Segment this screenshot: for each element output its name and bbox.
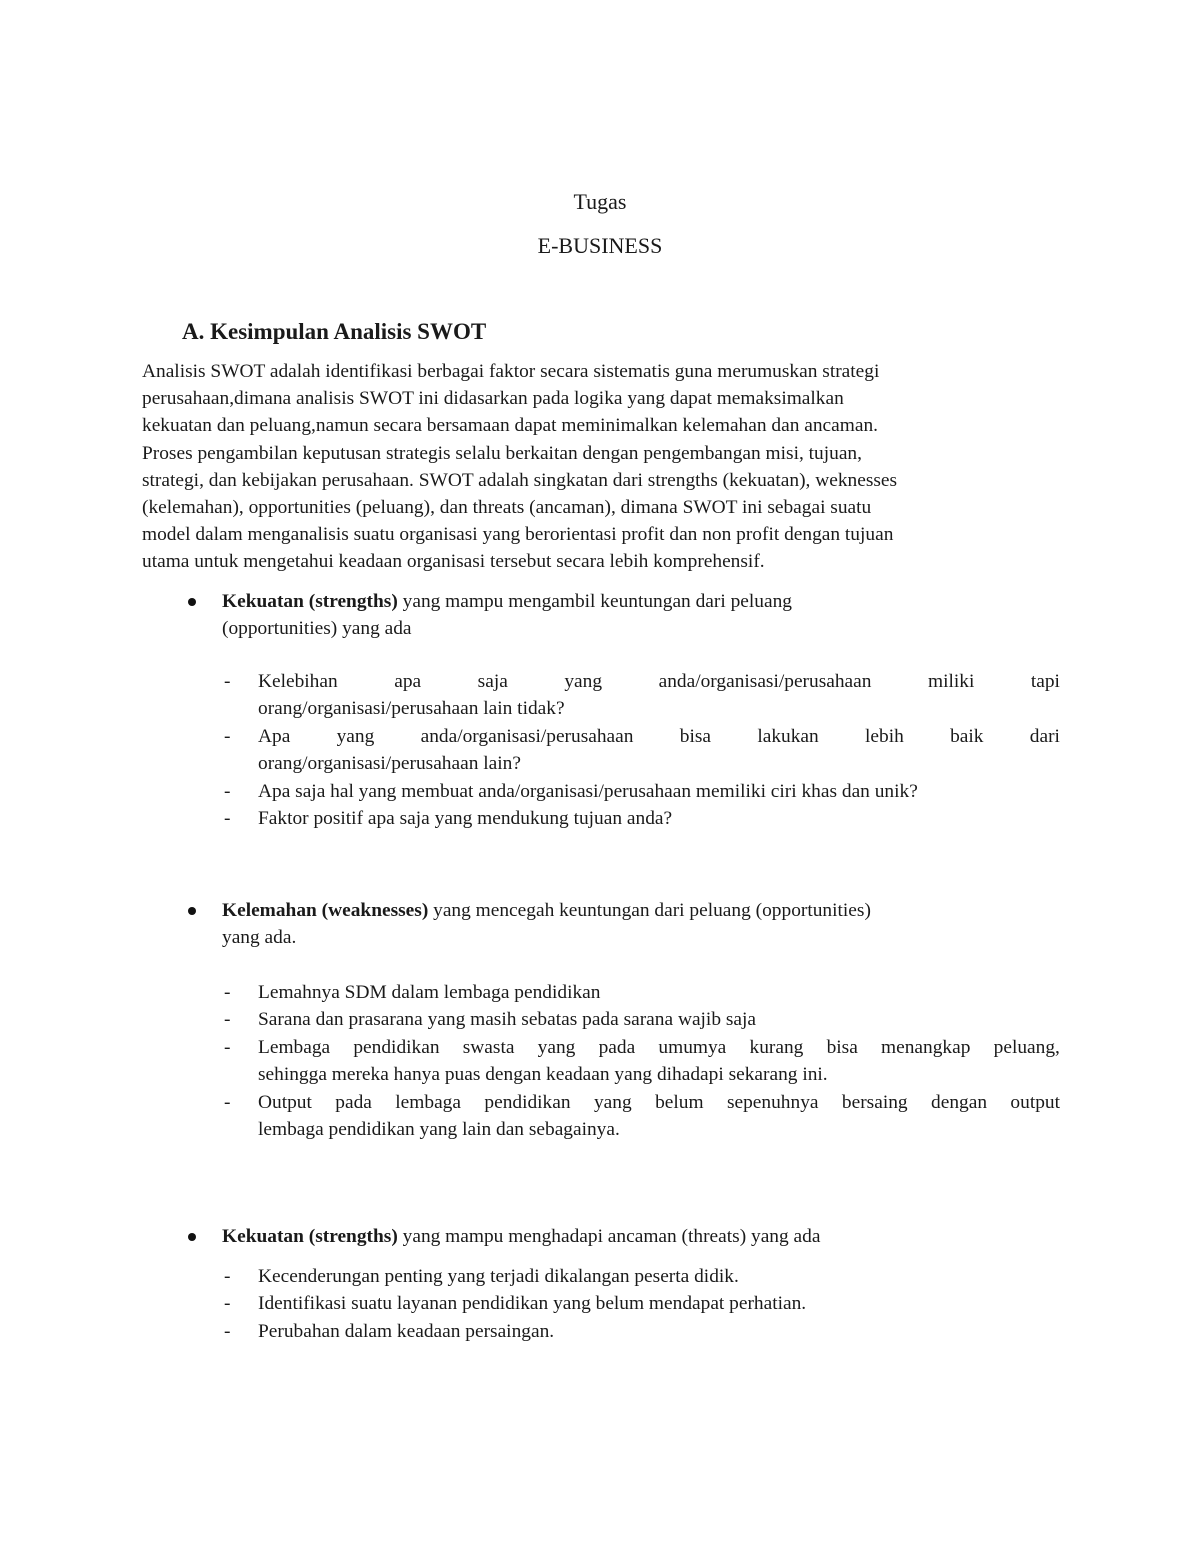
word: yang [336, 725, 375, 747]
word: anda/organisasi/perusahaan [658, 671, 872, 692]
list-item [224, 1290, 1060, 1317]
word: menangkap [881, 1036, 971, 1058]
sub-list-strengths [224, 668, 1060, 832]
word: yang [537, 1036, 576, 1058]
list-item-text: Faktor positif apa saja yang mendukung tujuan anda? [258, 808, 673, 830]
intro-line: model dalam menganalisis suatu organisasi yang berorientasi profit dan non profit dengan tujuan [142, 524, 894, 546]
word: dengan [931, 1091, 988, 1113]
list-item [224, 805, 1060, 832]
bullet-bold-label: Kekuatan (strengths) [222, 1226, 398, 1247]
bullet-text-rest: yang mencegah keuntungan dari peluang (opportunities) [428, 900, 871, 921]
word: miliki [928, 671, 975, 692]
bullet-strengths-threats [188, 1223, 1058, 1250]
word: sepenuhnya [726, 1091, 819, 1113]
word: kurang [749, 1036, 804, 1058]
bullet-weaknesses-opportunities [188, 897, 1058, 952]
bullet-text-rest: yang mampu mengambil keuntungan dari peluang [397, 591, 792, 612]
list-item-text: Apa saja hal yang membuat anda/organisasi/perusahaan memiliki ciri khas dan unik? [258, 780, 918, 802]
intro-line: (kelemahan), opportunities (peluang), dan threats (ancaman), dimana SWOT ini sebagai suatu [142, 497, 872, 519]
bullet-text [222, 1223, 1058, 1250]
intro-line: kekuatan dan peluang,namun secara bersamaan dapat meminimalkan kelemahan dan ancaman. [142, 415, 878, 437]
bullet-strengths-opportunities [188, 588, 1058, 643]
bullet-dot-icon [188, 598, 196, 606]
bullet-text [222, 897, 1058, 952]
list-item [224, 723, 1060, 778]
word: baik [950, 725, 984, 747]
intro-line: Analisis SWOT adalah identifikasi berbagai faktor secara sistematis guna merumuskan strategi [142, 361, 880, 382]
list-item-text: Perubahan dalam keadaan persaingan. [258, 1320, 555, 1342]
list-item-text: orang/organisasi/perusahaan lain tidak? [258, 698, 565, 720]
list-item-text: orang/organisasi/perusahaan lain? [258, 753, 521, 775]
list-item-text [258, 668, 1060, 695]
list-item-text: Sarana dan prasarana yang masih sebatas pada sarana wajib saja [258, 1009, 757, 1031]
word: output [1010, 1091, 1060, 1113]
list-item [224, 979, 1060, 1006]
list-item [224, 1089, 1060, 1144]
bullet-text-rest: yang mampu menghadapi ancaman (threats) yang ada [397, 1226, 821, 1247]
bullet-text [222, 588, 1058, 643]
word: yang [564, 671, 603, 692]
list-item [224, 778, 1060, 805]
dash-bullet: - [224, 1293, 231, 1315]
dash-bullet: - [224, 1009, 231, 1031]
word: umumya [658, 1036, 727, 1058]
list-item-text [258, 1089, 1060, 1116]
intro-line: Proses pengambilan keputusan strategis selalu berkaitan dengan pengembangan misi, tujuan, [142, 442, 862, 464]
dash-bullet: - [224, 1091, 231, 1113]
bullet-text-rest: yang ada. [222, 927, 297, 949]
sub-list-weaknesses [224, 979, 1060, 1143]
bullet-dot-icon [188, 1233, 196, 1241]
word: Kelebihan [258, 671, 338, 692]
list-item [224, 1263, 1060, 1290]
intro-line: strategi, dan kebijakan perusahaan. SWOT adalah singkatan dari strengths (kekuatan), weknesses [142, 469, 898, 491]
word: peluang, [993, 1036, 1060, 1058]
word: yang [593, 1091, 632, 1113]
list-item [224, 1318, 1060, 1345]
word: pendidikan [484, 1091, 571, 1113]
dash-bullet: - [224, 671, 231, 692]
bullet-dot-icon [188, 907, 196, 915]
list-item-text: lembaga pendidikan yang lain dan sebagainya. [258, 1119, 620, 1141]
word: pada [598, 1036, 636, 1058]
list-item-text [258, 723, 1060, 750]
intro-line: perusahaan,dimana analisis SWOT ini didasarkan pada logika yang dapat memaksimalkan [142, 388, 844, 410]
word: anda/organisasi/perusahaan [420, 725, 634, 747]
dash-bullet: - [224, 780, 231, 802]
bullet-bold-label: Kekuatan (strengths) [222, 591, 398, 612]
word: tapi [1030, 671, 1060, 692]
list-item-text [258, 1034, 1060, 1061]
word: pada [335, 1091, 372, 1113]
word: lakukan [757, 725, 819, 747]
word: Output [258, 1091, 312, 1113]
word: bisa [679, 725, 712, 747]
dash-bullet: - [224, 982, 231, 1003]
word: apa [394, 671, 422, 692]
word: lembaga [395, 1091, 461, 1113]
bullet-text-rest: (opportunities) yang ada [222, 618, 412, 640]
dash-bullet: - [224, 1036, 231, 1058]
list-item-text: Identifikasi suatu layanan pendidikan yang belum mendapat perhatian. [258, 1293, 807, 1315]
word: saja [477, 671, 508, 692]
document-title: Tugas [573, 189, 627, 214]
sub-list-threats [224, 1263, 1060, 1345]
word: swasta [462, 1036, 515, 1058]
word: dari [1029, 725, 1060, 747]
dash-bullet: - [224, 1320, 231, 1342]
word: belum [655, 1091, 704, 1113]
section-heading: A. Kesimpulan Analisis SWOT [182, 319, 487, 344]
list-item [224, 1034, 1060, 1089]
bullet-bold-label: Kelemahan (weaknesses) [222, 900, 429, 921]
word: bisa [826, 1036, 858, 1058]
word: lebih [865, 725, 904, 747]
word: pendidikan [353, 1036, 440, 1058]
list-item [224, 1006, 1060, 1033]
list-item-text: Lemahnya SDM dalam lembaga pendidikan [258, 982, 601, 1003]
intro-paragraph [142, 358, 1062, 576]
dash-bullet: - [224, 1266, 231, 1287]
list-item-text: sehingga mereka hanya puas dengan keadaan yang dihadapi sekarang ini. [258, 1064, 828, 1086]
document-subtitle: E-BUSINESS [537, 233, 663, 258]
list-item-text: Kecenderungan penting yang terjadi dikalangan peserta didik. [258, 1266, 739, 1287]
dash-bullet: - [224, 725, 231, 747]
word: Lembaga [258, 1036, 331, 1058]
intro-line: utama untuk mengetahui keadaan organisasi tersebut secara lebih komprehensif. [142, 551, 765, 573]
word: bersaing [841, 1091, 908, 1113]
word: Apa [258, 725, 291, 747]
list-item [224, 668, 1060, 723]
dash-bullet: - [224, 808, 231, 830]
